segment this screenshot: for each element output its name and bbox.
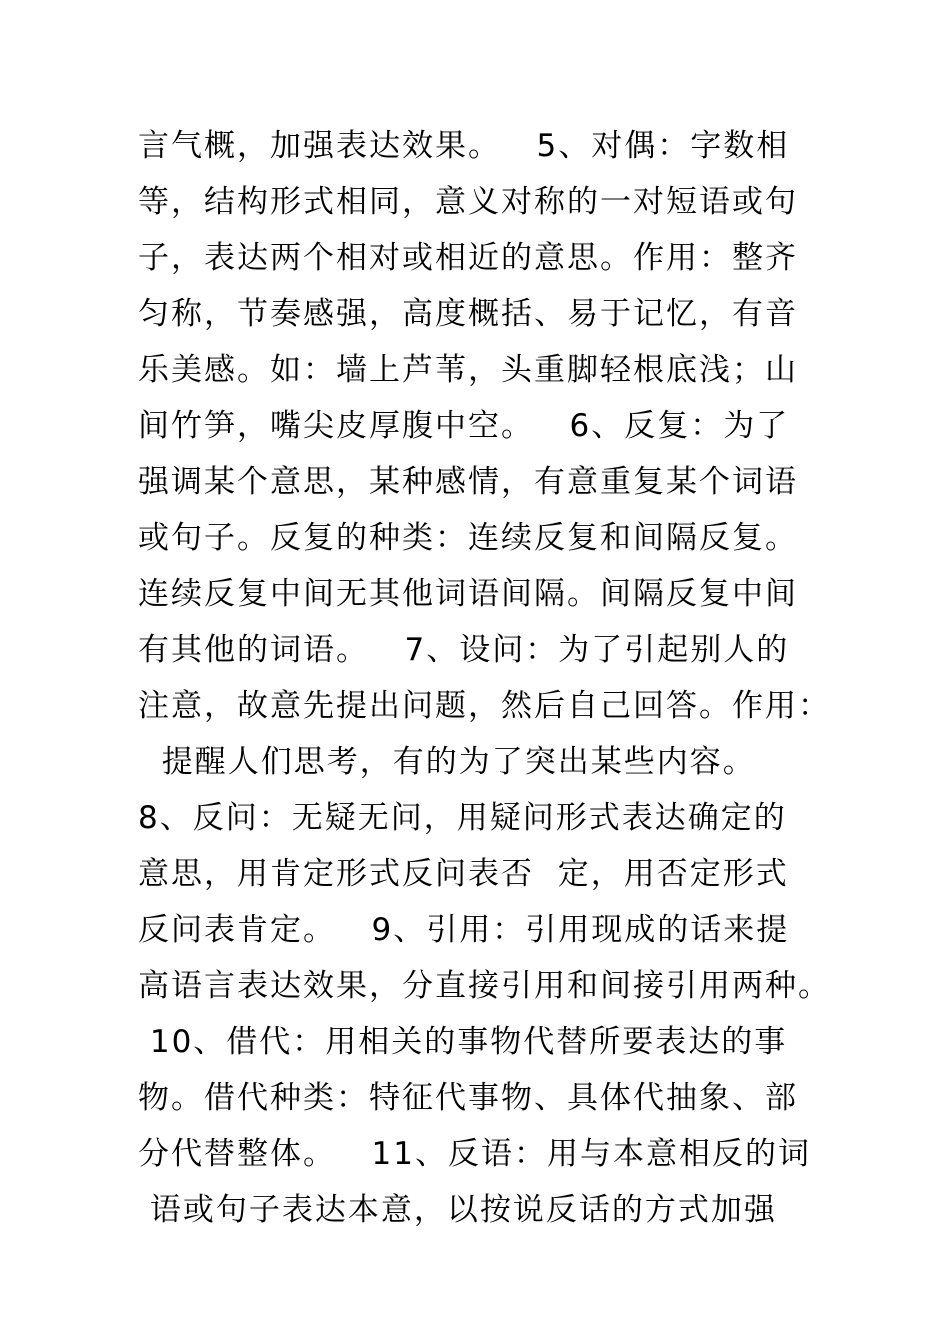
text-line: 意思，用肯定形式反问表否 定，用否定形式 (138, 856, 789, 892)
text-line: 乐美感。如：墙上芦苇，头重脚轻根底浅；山 (138, 352, 798, 388)
text-line: 分代替整体。 11、反语：用与本意相反的词 (138, 1136, 812, 1172)
text-line: 10、借代：用相关的事物代替所要表达的事 (138, 1024, 788, 1060)
text-line: 8、反问：无疑无问，用疑问形式表达确定的 (138, 800, 787, 836)
text-line: 物。借代种类：特征代事物、具体代抽象、部 (138, 1080, 798, 1116)
text-line: 或句子。反复的种类：连续反复和间隔反复。 (138, 520, 798, 556)
text-line: 注意，故意先提出问题，然后自己回答。作用： (138, 688, 831, 724)
text-line: 言气概，加强表达效果。 5、对偶：字数相 (138, 128, 790, 164)
text-line: 高语言表达效果，分直接引用和间接引用两种。 (138, 968, 831, 1004)
text-line: 子，表达两个相对或相近的意思。作用：整齐 (138, 240, 798, 276)
text-line: 匀称，节奏感强，高度概括、易于记忆，有音 (138, 296, 798, 332)
text-line: 有其他的词语。 7、设问：为了引起别人的 (138, 632, 790, 668)
text-line: 等，结构形式相同，意义对称的一对短语或句 (138, 184, 798, 220)
text-line: 间竹笋，嘴尖皮厚腹中空。 6、反复：为了 (138, 408, 790, 444)
text-line: 语或句子表达本意，以按说反话的方式加强 (138, 1192, 777, 1228)
text-line: 强调某个意思，某种感情，有意重复某个词语 (138, 464, 798, 500)
text-line: 提醒人们思考，有的为了突出某些内容。 (138, 744, 756, 780)
text-line: 连续反复中间无其他词语间隔。间隔反复中间 (138, 576, 798, 612)
text-line: 反问表肯定。 9、引用：引用现成的话来提 (138, 912, 790, 948)
